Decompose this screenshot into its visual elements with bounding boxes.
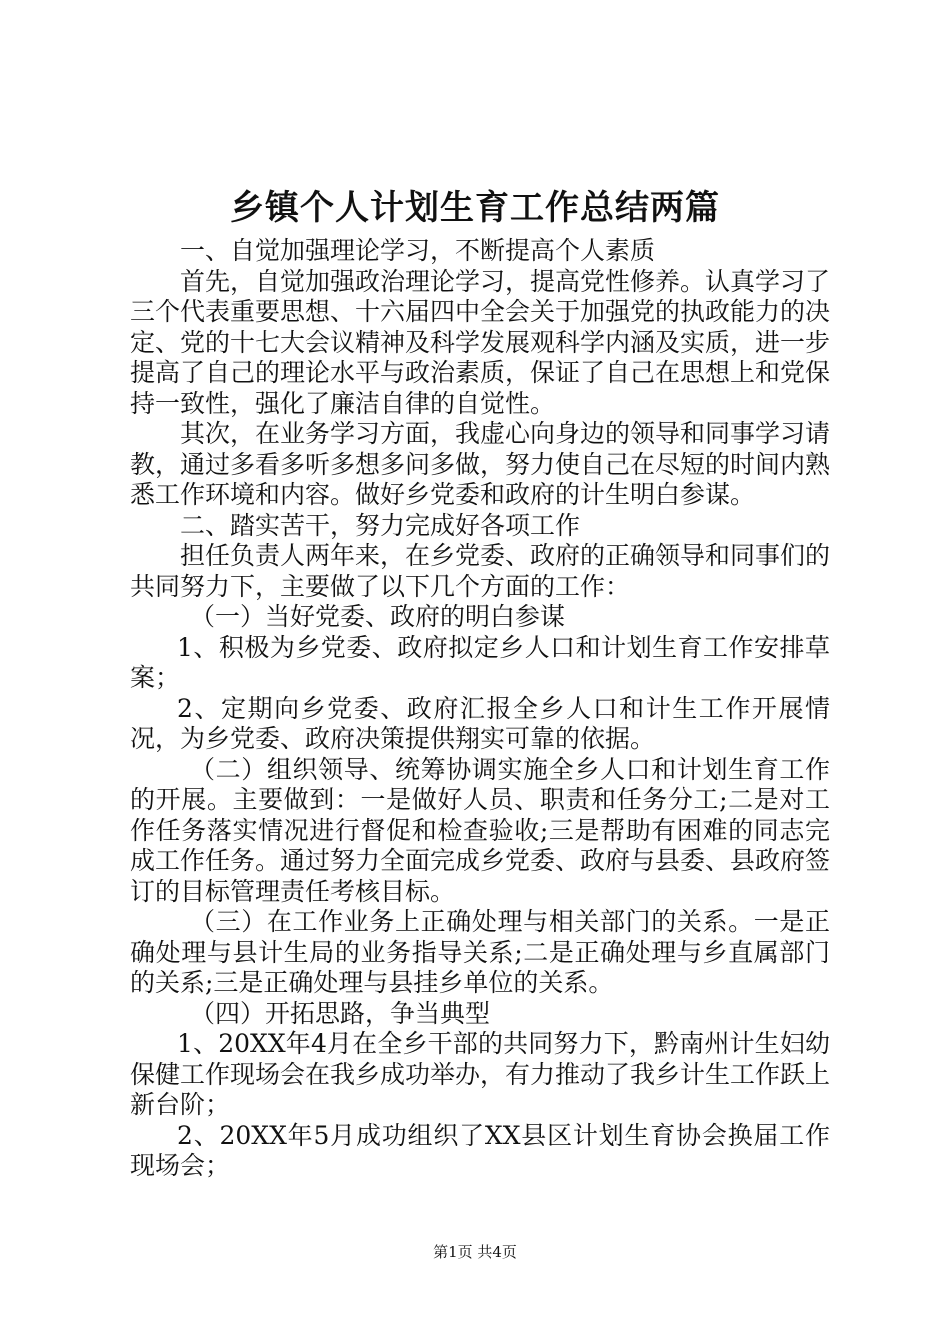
document-body bbox=[130, 236, 830, 1182]
list-item-3: 1、20XX年4月在全乡干部的共同努力下，黔南州计生妇幼保健工作现场会在我乡成功举办，有力推动了我乡计生工作跃上新台阶； bbox=[130, 1029, 831, 1119]
subheading-1: （一）当好党委、政府的明白参谋 bbox=[190, 602, 566, 631]
document-title: 乡镇个人计划生育工作总结两篇 bbox=[230, 188, 720, 228]
list-item-2: 2、定期向乡党委、政府汇报全乡人口和计生工作开展情况，为乡党委、政府决策提供翔实可靠的依据。 bbox=[130, 693, 830, 753]
section-heading-1: 一、自觉加强理论学习，不断提高个人素质 bbox=[180, 236, 656, 265]
paragraph-theory-study: 首先，自觉加强政治理论学习，提高党性修养。认真学习了三个代表重要思想、十六届四中全会关于加强党的执政能力的决定、党的十七大会议精神及科学发展观科学内涵及实质，进一步提高了自己的理论水平与政治素质，保证了自己在思想上和党保持一致性，强化了廉洁自律的自觉性。 bbox=[130, 266, 831, 418]
list-item-1: 1、积极为乡党委、政府拟定乡人口和计划生育工作安排草案； bbox=[130, 632, 830, 692]
paragraph-business-study: 其次，在业务学习方面，我虚心向身边的领导和同事学习请教，通过多看多听多想多问多做，努力使自己在尽短的时间内熟悉工作环境和内容。做好乡党委和政府的计生明白参谋。 bbox=[130, 419, 831, 509]
paragraph-subheading-2: （二）组织领导、统筹协调实施全乡人口和计划生育工作的开展。主要做到：一是做好人员、职责和任务分工;二是对工作任务落实情况进行督促和检查验收;三是帮助有困难的同志完成工作任务。通过努力全面完成乡党委、政府与县委、县政府签订的目标管理责任考核目标。 bbox=[130, 754, 831, 906]
paragraph-subheading-3: （三）在工作业务上正确处理与相关部门的关系。一是正确处理与县计生局的业务指导关系;二是正确处理与乡直属部门的关系;三是正确处理与县挂乡单位的关系。 bbox=[130, 907, 830, 997]
paragraph-work-intro: 担任负责人两年来，在乡党委、政府的正确领导和同事们的共同努力下，主要做了以下几个方面的工作： bbox=[130, 541, 831, 601]
list-item-4: 2、20XX年5月成功组织了XX县区计划生育协会换届工作现场会； bbox=[130, 1120, 830, 1180]
section-heading-2: 二、踏实苦干，努力完成好各项工作 bbox=[180, 510, 581, 540]
subheading-4: （四）开拓思路，争当典型 bbox=[190, 998, 491, 1028]
page-number-footer: 第1页 共4页 bbox=[433, 1243, 517, 1261]
